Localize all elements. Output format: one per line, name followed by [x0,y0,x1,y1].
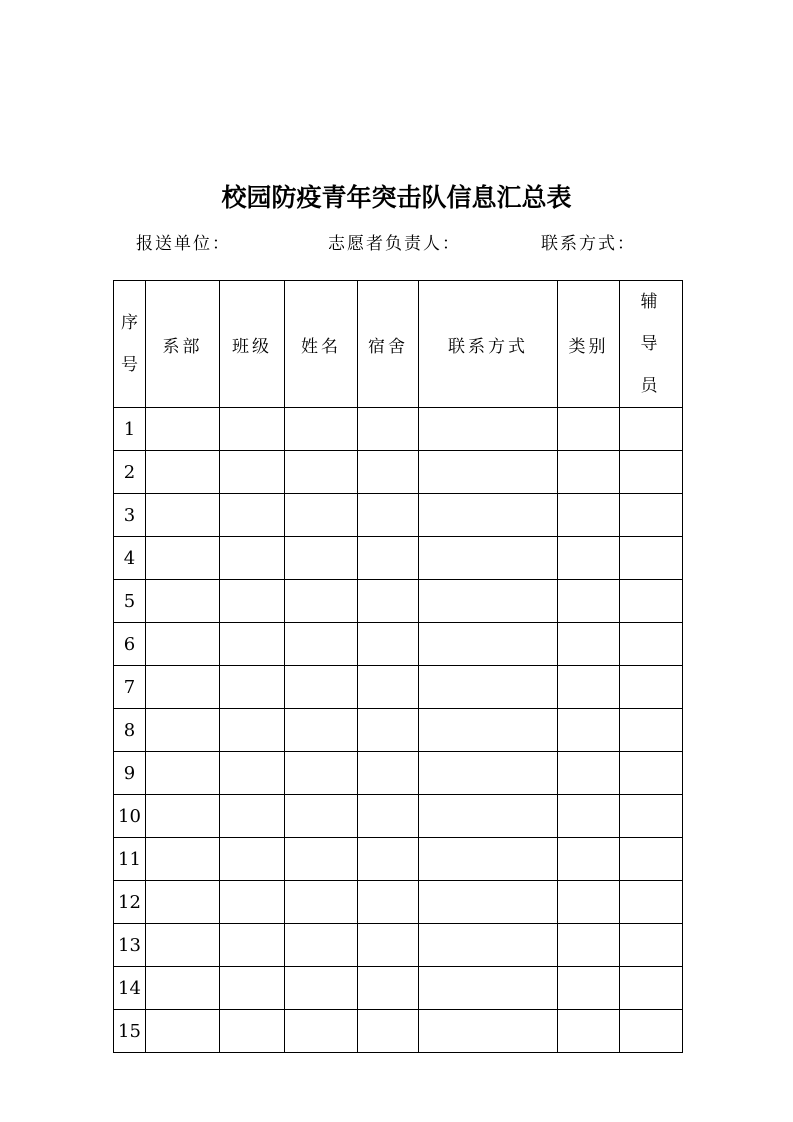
table-row [114,795,683,838]
row-index: 15 [114,1010,146,1053]
cell-name[interactable] [285,537,358,580]
cell-contact[interactable] [419,451,558,494]
cell-category[interactable] [558,838,620,881]
row-index: 7 [114,666,146,709]
table-row [114,752,683,795]
cell-contact[interactable] [419,838,558,881]
cell-dorm[interactable] [358,494,419,537]
cell-category[interactable] [558,881,620,924]
cell-category[interactable] [558,537,620,580]
row-index: 14 [114,967,146,1010]
cell-dorm[interactable] [358,795,419,838]
header-label: 系部 [162,336,203,357]
cell-class[interactable] [220,795,285,838]
header-label: 宿舍 [368,336,408,357]
cell-category[interactable] [558,451,620,494]
row-index: 12 [114,881,146,924]
header-cell-class [220,281,285,408]
table-row [114,967,683,1010]
header-label: 辅导员 [640,292,662,396]
cell-contact[interactable] [419,1010,558,1053]
cell-counselor[interactable] [620,795,683,838]
cell-department[interactable] [146,580,220,623]
cell-class[interactable] [220,881,285,924]
cell-counselor[interactable] [620,580,683,623]
cell-category[interactable] [558,924,620,967]
cell-dorm[interactable] [358,451,419,494]
cell-counselor[interactable] [620,537,683,580]
cell-contact[interactable] [419,795,558,838]
cell-department[interactable] [146,709,220,752]
cell-counselor[interactable] [620,666,683,709]
cell-department[interactable] [146,838,220,881]
table-row [114,924,683,967]
cell-dorm[interactable] [358,623,419,666]
cell-counselor[interactable] [620,924,683,967]
cell-name[interactable] [285,408,358,451]
row-index: 2 [114,451,146,494]
table-row [114,494,683,537]
form-fields-line [136,229,696,255]
cell-department[interactable] [146,451,220,494]
header-cell-name [285,281,358,408]
header-label: 姓名 [301,336,341,357]
cell-department[interactable] [146,537,220,580]
header-cell-dorm [358,281,419,408]
row-index: 6 [114,623,146,666]
cell-department[interactable] [146,408,220,451]
cell-dorm[interactable] [358,752,419,795]
cell-contact[interactable] [419,709,558,752]
header-label: 班级 [232,336,272,357]
cell-category[interactable] [558,494,620,537]
table-row [114,408,683,451]
table-row [114,881,683,924]
cell-class[interactable] [220,623,285,666]
cell-class[interactable] [220,924,285,967]
cell-name[interactable] [285,1010,358,1053]
cell-name[interactable] [285,666,358,709]
document-title: 校园防疫青年突击队信息汇总表 [221,183,572,212]
cell-category[interactable] [558,967,620,1010]
cell-class[interactable] [220,709,285,752]
cell-contact[interactable] [419,666,558,709]
header-cell-department [146,281,220,408]
cell-contact[interactable] [419,967,558,1010]
cell-dorm[interactable] [358,1010,419,1053]
cell-contact[interactable] [419,537,558,580]
row-index: 8 [114,709,146,752]
row-index: 13 [114,924,146,967]
cell-contact[interactable] [419,924,558,967]
cell-name[interactable] [285,752,358,795]
cell-counselor[interactable] [620,752,683,795]
cell-name[interactable] [285,967,358,1010]
header-row [114,281,683,408]
cell-category[interactable] [558,795,620,838]
unit-label: 报送单位： [136,234,231,254]
cell-contact[interactable] [419,580,558,623]
cell-contact[interactable] [419,623,558,666]
cell-counselor[interactable] [620,709,683,752]
table-row [114,666,683,709]
cell-class[interactable] [220,451,285,494]
cell-class[interactable] [220,408,285,451]
cell-name[interactable] [285,924,358,967]
header-label: 序号 [120,313,138,375]
cell-department[interactable] [146,1010,220,1053]
cell-class[interactable] [220,494,285,537]
cell-category[interactable] [558,623,620,666]
cell-dorm[interactable] [358,709,419,752]
table-row [114,580,683,623]
table-row [114,623,683,666]
cell-contact[interactable] [419,494,558,537]
cell-dorm[interactable] [358,537,419,580]
row-index: 9 [114,752,146,795]
table-row [114,537,683,580]
table-row [114,838,683,881]
cell-category[interactable] [558,752,620,795]
cell-department[interactable] [146,967,220,1010]
row-index: 1 [114,408,146,451]
table-row [114,451,683,494]
cell-counselor[interactable] [620,838,683,881]
header-label: 联系方式 [448,336,528,357]
cell-name[interactable] [285,881,358,924]
cell-dorm[interactable] [358,408,419,451]
cell-dorm[interactable] [358,881,419,924]
leader-label: 志愿者负责人： [328,234,461,254]
cell-name[interactable] [285,623,358,666]
cell-contact[interactable] [419,408,558,451]
cell-class[interactable] [220,967,285,1010]
cell-department[interactable] [146,795,220,838]
cell-name[interactable] [285,709,358,752]
cell-name[interactable] [285,838,358,881]
cell-dorm[interactable] [358,924,419,967]
cell-department[interactable] [146,666,220,709]
cell-counselor[interactable] [620,494,683,537]
cell-department[interactable] [146,924,220,967]
header-cell-category [558,281,620,408]
header-cell-counselor [620,281,683,408]
cell-dorm[interactable] [358,666,419,709]
cell-contact[interactable] [419,752,558,795]
cell-name[interactable] [285,580,358,623]
cell-counselor[interactable] [620,623,683,666]
cell-class[interactable] [220,838,285,881]
row-index: 11 [114,838,146,881]
cell-name[interactable] [285,494,358,537]
cell-category[interactable] [558,666,620,709]
summary-table [113,280,683,1053]
cell-department[interactable] [146,494,220,537]
cell-department[interactable] [146,752,220,795]
cell-name[interactable] [285,451,358,494]
cell-class[interactable] [220,580,285,623]
cell-class[interactable] [220,666,285,709]
cell-counselor[interactable] [620,1010,683,1053]
cell-dorm[interactable] [358,580,419,623]
cell-category[interactable] [558,580,620,623]
table-row [114,709,683,752]
cell-dorm[interactable] [358,967,419,1010]
row-index: 4 [114,537,146,580]
row-index: 3 [114,494,146,537]
cell-category[interactable] [558,1010,620,1053]
cell-class[interactable] [220,537,285,580]
cell-class[interactable] [220,1010,285,1053]
row-index: 5 [114,580,146,623]
cell-dorm[interactable] [358,838,419,881]
contact-label: 联系方式： [541,234,636,254]
cell-category[interactable] [558,408,620,451]
cell-category[interactable] [558,709,620,752]
header-cell-contact [419,281,558,408]
cell-department[interactable] [146,881,220,924]
table-row [114,1010,683,1053]
cell-counselor[interactable] [620,451,683,494]
table-body [114,408,683,1053]
header-cell-index [114,281,146,408]
cell-counselor[interactable] [620,881,683,924]
row-index: 10 [114,795,146,838]
cell-class[interactable] [220,752,285,795]
cell-name[interactable] [285,795,358,838]
cell-counselor[interactable] [620,408,683,451]
cell-department[interactable] [146,623,220,666]
cell-contact[interactable] [419,881,558,924]
header-label: 类别 [568,336,609,357]
cell-counselor[interactable] [620,967,683,1010]
